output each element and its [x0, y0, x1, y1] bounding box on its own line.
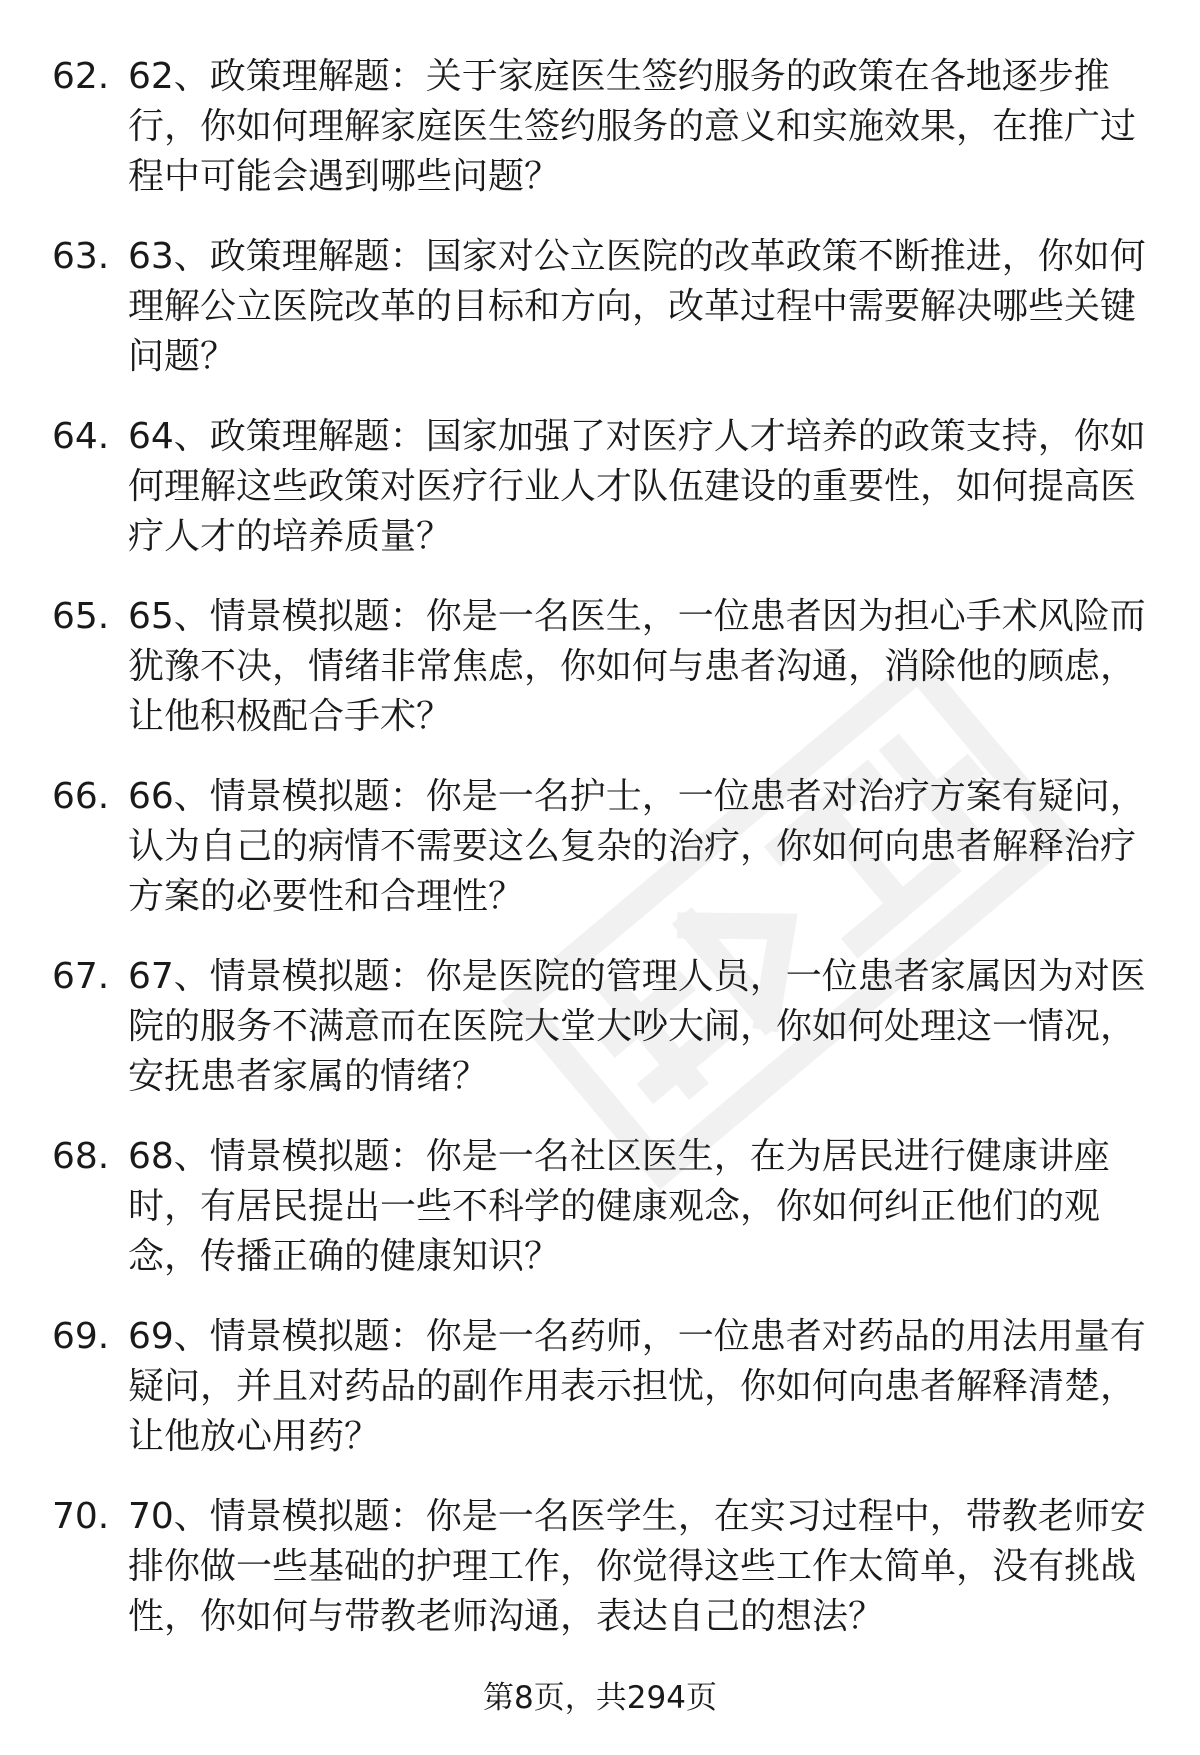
list-item — [0, 52, 1200, 232]
list-item — [0, 412, 1200, 592]
question-text: 68、情景模拟题：你是一名社区医生，在为居民进行健康讲座时，有居民提出一些不科学的健康观念，你如何纠正他们的观念，传播正确的健康知识？ — [128, 1136, 1110, 1277]
question-number: 69. — [52, 1316, 110, 1357]
question-text: 69、情景模拟题：你是一名药师，一位患者对药品的用法用量有疑问，并且对药品的副作用表示担忧，你如何向患者解释清楚，让他放心用药？ — [128, 1316, 1146, 1457]
page-number-footer: 第8页，共294页 — [483, 1680, 717, 1716]
list-item — [0, 1132, 1200, 1312]
question-number: 65. — [52, 596, 110, 637]
question-text: 64、政策理解题：国家加强了对医疗人才培养的政策支持，你如何理解这些政策对医疗行业人才队伍建设的重要性，如何提高医疗人才的培养质量？ — [128, 416, 1146, 557]
question-text: 65、情景模拟题：你是一名医生，一位患者因为担心手术风险而犹豫不决，情绪非常焦虑，你如何与患者沟通，消除他的顾虑，让他积极配合手术？ — [128, 596, 1146, 737]
list-item — [0, 1312, 1200, 1492]
question-text: 62、政策理解题：关于家庭医生签约服务的政策在各地逐步推行，你如何理解家庭医生签约服务的意义和实施效果，在推广过程中可能会遇到哪些问题？ — [128, 56, 1137, 197]
question-number: 70. — [52, 1496, 110, 1537]
question-number: 68. — [52, 1136, 110, 1177]
list-item — [0, 232, 1200, 412]
list-item — [0, 952, 1200, 1132]
question-text: 66、情景模拟题：你是一名护士，一位患者对治疗方案有疑问，认为自己的病情不需要这么复杂的治疗，你如何向患者解释治疗方案的必要性和合理性？ — [128, 776, 1146, 917]
question-text: 63、政策理解题：国家对公立医院的改革政策不断推进，你如何理解公立医院改革的目标和方向，改革过程中需要解决哪些关键问题？ — [128, 236, 1146, 377]
question-list — [0, 52, 1200, 1672]
question-number: 62. — [52, 56, 110, 97]
question-number: 63. — [52, 236, 110, 277]
list-item — [0, 772, 1200, 952]
question-number: 67. — [52, 956, 110, 997]
question-text: 67、情景模拟题：你是医院的管理人员，一位患者家属因为对医院的服务不满意而在医院大堂大吵大闹，你如何处理这一情况，安抚患者家属的情绪？ — [128, 956, 1146, 1097]
list-item — [0, 1492, 1200, 1672]
question-number: 64. — [52, 416, 110, 457]
question-text: 70、情景模拟题：你是一名医学生，在实习过程中，带教老师安排你做一些基础的护理工作，你觉得这些工作太简单，没有挑战性，你如何与带教老师沟通，表达自己的想法？ — [128, 1496, 1146, 1637]
list-item — [0, 592, 1200, 772]
question-number: 66. — [52, 776, 110, 817]
